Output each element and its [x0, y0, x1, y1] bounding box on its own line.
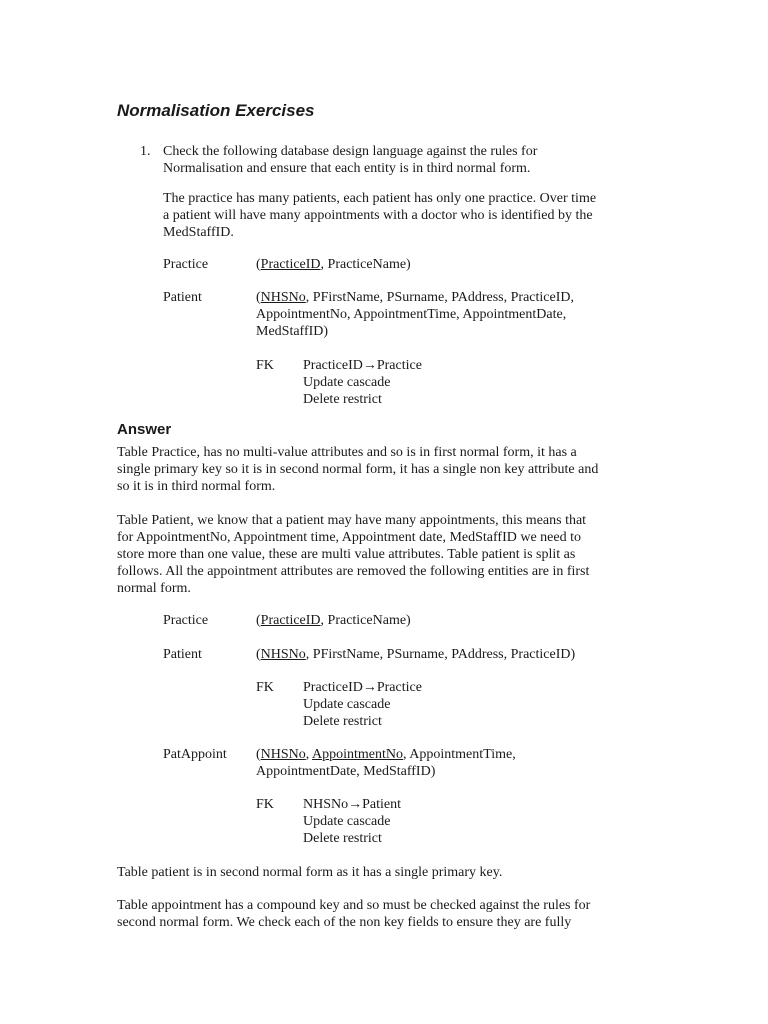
a-practice-label: Practice: [163, 613, 209, 628]
primary-key: PracticeID: [260, 613, 321, 628]
paragraph-line: Table Patient, we know that a patient may have many appointments, this means that: [117, 513, 587, 528]
paragraph-line: so it is in third normal form.: [117, 479, 276, 494]
page-title: Normalisation Exercises: [117, 101, 315, 120]
paragraph-line: store more than one value, these are multi value attributes. Table patient is split as: [117, 547, 576, 562]
item-text: [163, 143, 537, 177]
fk-line: Delete restrict: [303, 714, 382, 729]
q-patient-label: Patient: [163, 290, 202, 305]
attributes: MedStaffID): [256, 324, 329, 339]
paragraph-line: second normal form. We check each of the non key fields to ensure they are fully: [117, 915, 572, 930]
answer-paragraph-1: [117, 444, 598, 495]
paren: (: [256, 257, 261, 272]
q-fk-def: [303, 357, 422, 408]
a-patient-label: Patient: [163, 647, 202, 662]
primary-key: PracticeID: [260, 257, 321, 272]
item-text-line: Normalisation and ensure that each entity is in third normal form.: [163, 161, 531, 176]
answer-heading: Answer: [117, 421, 172, 438]
q-practice-def: [256, 256, 411, 273]
attributes: , PracticeName): [320, 257, 411, 272]
q-patient-def: [256, 289, 574, 340]
paragraph-line: Table Practice, has no multi-value attributes and so is in first normal form, it has a: [117, 445, 577, 460]
intro-line: MedStaffID.: [163, 225, 234, 240]
a-patappoint-label: PatAppoint: [163, 747, 227, 762]
primary-key: NHSNo: [260, 747, 306, 762]
fk-line: NHSNo→Patient: [303, 797, 401, 812]
answer-paragraph-3: Table patient is in second normal form as it has a single primary key.: [117, 865, 503, 880]
paragraph-line: follows. All the appointment attributes are removed the following entities are in first: [117, 564, 590, 579]
fk-line: PracticeID→Practice: [303, 680, 422, 695]
fk-line: Update cascade: [303, 375, 391, 390]
paren: (: [256, 747, 261, 762]
attributes: , AppointmentTime,: [403, 747, 516, 762]
attributes: , PFirstName, PSurname, PAddress, PracticeID): [305, 647, 576, 662]
fk-line: Update cascade: [303, 697, 391, 712]
primary-key: NHSNo: [260, 647, 306, 662]
intro-paragraph: [163, 190, 596, 241]
fk-line: Delete restrict: [303, 831, 382, 846]
paren: (: [256, 290, 261, 305]
intro-line: a patient will have many appointments with a doctor who is identified by the: [163, 208, 593, 223]
intro-line: The practice has many patients, each patient has only one practice. Over time: [163, 191, 597, 206]
primary-key: NHSNo: [260, 290, 306, 305]
paragraph-line: normal form.: [117, 581, 191, 596]
attributes: , PracticeName): [320, 613, 411, 628]
a-patappoint-def: [256, 746, 516, 780]
attributes: AppointmentNo, AppointmentTime, AppointmentDate,: [256, 307, 567, 322]
paren: (: [256, 647, 261, 662]
item-number: 1.: [140, 144, 151, 159]
answer-paragraph-4: [117, 897, 590, 931]
paragraph-line: single primary key so it is in second normal form, it has a single non key attribute and: [117, 462, 599, 477]
fk-line: Update cascade: [303, 814, 391, 829]
a-fk2-label: FK: [256, 797, 274, 812]
q-practice-label: Practice: [163, 257, 209, 272]
primary-key: AppointmentNo: [312, 747, 404, 762]
paragraph-line: Table appointment has a compound key and so must be checked against the rules for: [117, 898, 591, 913]
separator: ,: [305, 747, 313, 762]
q-fk-label: FK: [256, 358, 274, 373]
paren: (: [256, 613, 261, 628]
item-text-line: Check the following database design language against the rules for: [163, 144, 538, 159]
answer-paragraph-2: [117, 512, 589, 597]
paragraph-line: for AppointmentNo, Appointment time, Appointment date, MedStaffID we need to: [117, 530, 582, 545]
a-fk2-def: [303, 796, 401, 847]
attributes: AppointmentDate, MedStaffID): [256, 764, 436, 779]
a-practice-def: [256, 612, 411, 629]
a-fk1-label: FK: [256, 680, 274, 695]
fk-line: Delete restrict: [303, 392, 382, 407]
a-patient-def: [256, 646, 575, 663]
attributes: , PFirstName, PSurname, PAddress, PracticeID,: [305, 290, 574, 305]
fk-line: PracticeID→Practice: [303, 358, 422, 373]
a-fk1-def: [303, 679, 422, 730]
